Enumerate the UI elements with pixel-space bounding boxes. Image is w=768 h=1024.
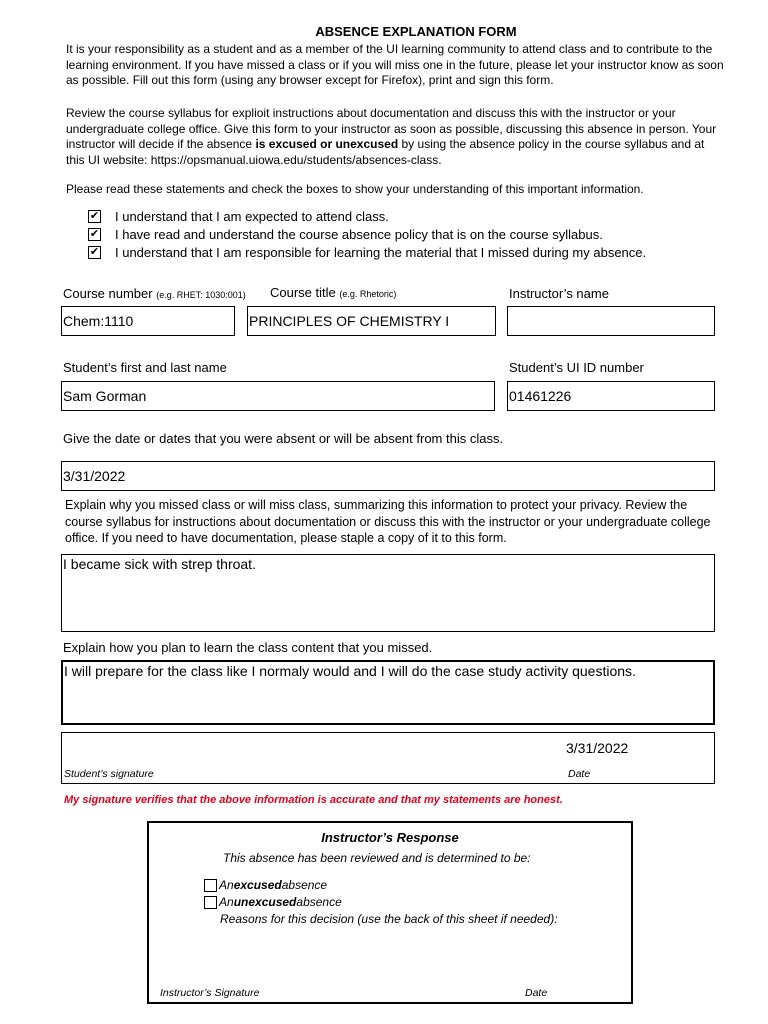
signature-box[interactable] (61, 732, 715, 784)
statement-3 (88, 245, 646, 260)
instructor-response-box (147, 821, 633, 1004)
review-paragraph (66, 106, 726, 168)
course-number-field[interactable]: Chem:1110 (61, 306, 235, 336)
dates-field[interactable]: 3/31/2022 (61, 461, 715, 491)
signature-date-value: 3/31/2022 (566, 740, 629, 756)
signature-date-label: Date (568, 768, 591, 780)
statement-2-text: I have read and understand the course absence policy that is on the course syllabus. (115, 227, 603, 242)
review-text-bold: is excused or unexcused (255, 137, 399, 151)
please-read-text: Please read these statements and check the boxes to show your understanding of this important information. (66, 182, 644, 196)
statement-2 (88, 227, 603, 242)
intro-paragraph: It is your responsibility as a student and as a member of the UI learning community to attend class and to contribute to the learning environment. If you have missed a class or if you will miss one in the future, please let your instructor know as soon as possible. Fill out this form (using any browser except for Firefox), print and sign this form. (66, 42, 724, 87)
instructor-name-label: Instructor’s name (509, 286, 609, 301)
excused-bold: excused (233, 878, 282, 892)
instructor-date-label: Date (525, 987, 548, 999)
instructor-signature-label: Instructor’s Signature (160, 987, 260, 999)
dates-label: Give the date or dates that you were absent or will be absent from this class. (63, 431, 504, 446)
review-text-1: Review the course syllabus for explioit instructions about documentation and discuss this with the instructor or your undergraduate college office. Give this form to your instructor as soon as possible, discussing this absence in person. Your instructor will decide if the absence (66, 106, 717, 151)
course-title-label: Course title (e.g. Rhetoric) (270, 285, 397, 300)
statement-3-checkbox[interactable]: ✔ (89, 246, 100, 258)
statement-1-checkbox[interactable]: ✔ (89, 210, 100, 222)
course-title-field[interactable]: PRINCIPLES OF CHEMISTRY I (247, 306, 496, 336)
student-name-field[interactable]: Sam Gorman (61, 381, 495, 411)
statement-1-text: I understand that I am expected to attend class. (115, 209, 389, 224)
course-number-label: Course number (e.g. RHET: 1030:001) (63, 286, 246, 301)
plan-label: Explain how you plan to learn the class content that you missed. (63, 640, 433, 655)
reasons-text: Reasons for this decision (use the back of this sheet if needed): (220, 912, 558, 926)
form-title: ABSENCE EXPLANATION FORM (315, 24, 517, 39)
student-name-label: Student’s first and last name (63, 360, 227, 375)
reviewed-text: This absence has been reviewed and is determined to be: (223, 851, 531, 865)
instructor-response-title: Instructor’s Response (321, 830, 459, 845)
excused-option[interactable]: An excused absence (204, 878, 327, 892)
reason-label: Explain why you missed class or will miss class, summarizing this information to protect your privacy. Review the course syllabus for instructions about documentation or discuss this with the instructor or your undergraduate college office. If you need to have documentation, please staple a copy of it to this form. (65, 498, 711, 545)
verification-note: My signature verifies that the above information is accurate and that my statements are honest. (64, 794, 563, 806)
reason-field[interactable]: I became sick with strep throat. (61, 554, 715, 632)
student-id-label: Student’s UI ID number (509, 360, 644, 375)
plan-field[interactable]: I will prepare for the class like I normaly would and I will do the case study activity questions. (61, 660, 715, 725)
student-id-field[interactable]: 01461226 (507, 381, 715, 411)
course-title-example: (e.g. Rhetoric) (339, 289, 397, 299)
student-signature-label: Student’s signature (64, 768, 154, 780)
unexcused-bold: unexcused (233, 895, 297, 909)
review-text-2: by using the absence policy in the course syllabus and at this UI website: https://opsmanual.uiowa.edu/students/absences-class. (66, 137, 705, 167)
instructor-name-field[interactable] (507, 306, 715, 336)
statement-2-checkbox[interactable]: ✔ (89, 228, 100, 240)
unexcused-option[interactable]: An unexcused absence (204, 895, 342, 909)
course-number-example: (e.g. RHET: 1030:001) (156, 290, 246, 300)
statement-3-text: I understand that I am responsible for learning the material that I missed during my absence. (115, 245, 647, 260)
statement-1 (88, 209, 389, 224)
unexcused-checkbox[interactable] (204, 896, 217, 909)
excused-checkbox[interactable] (204, 879, 217, 892)
